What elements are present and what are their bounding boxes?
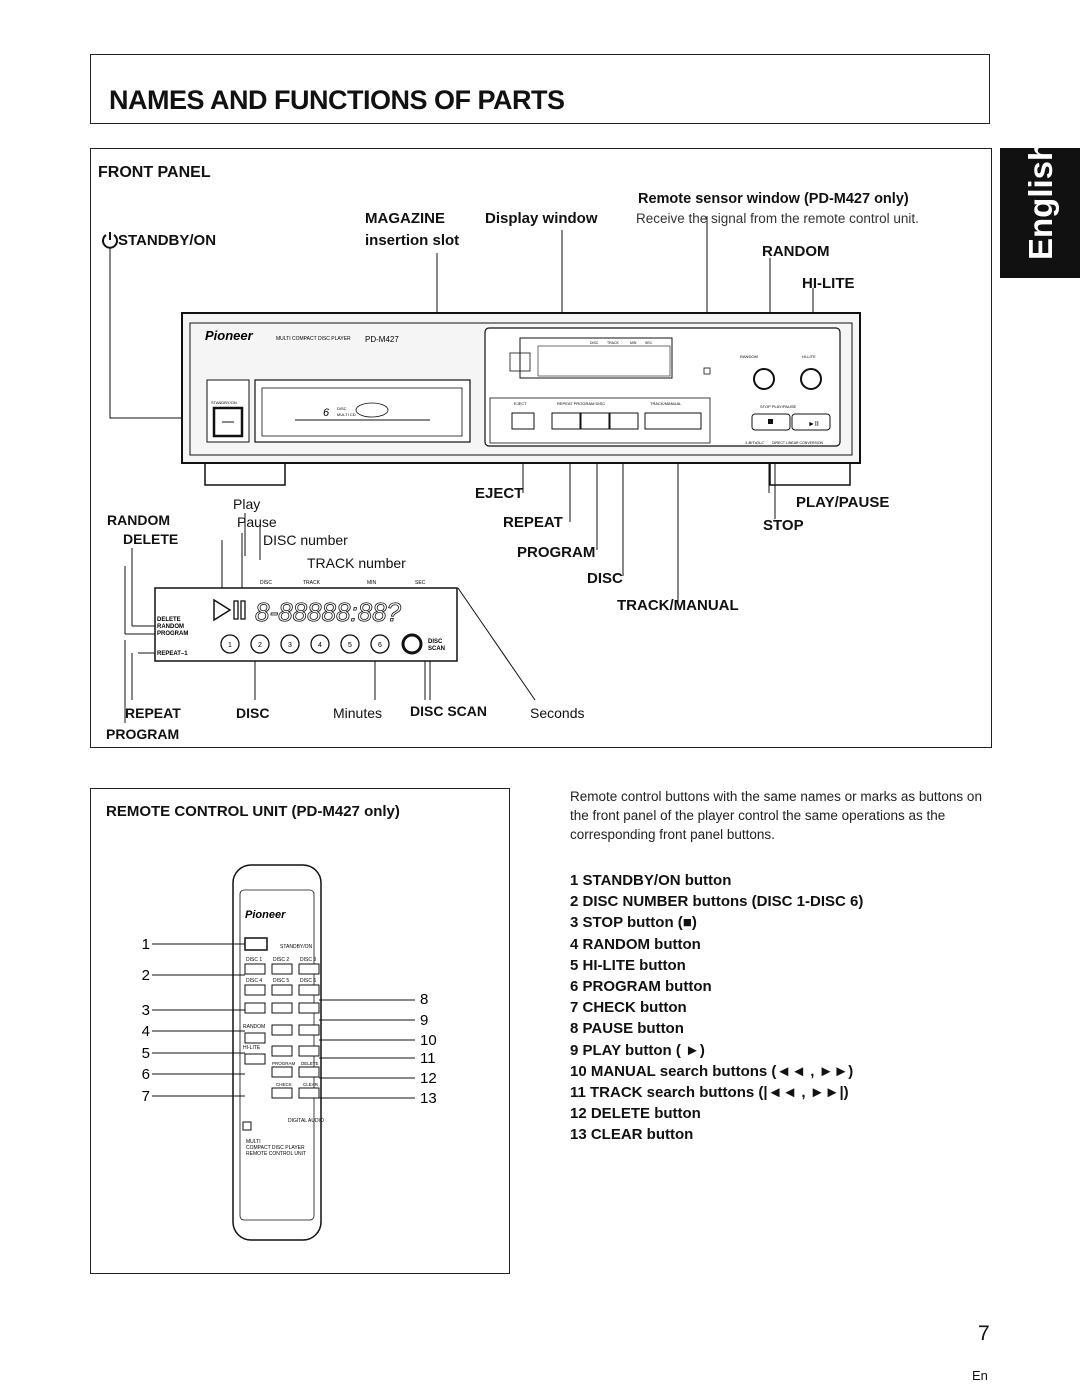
list-item: 13 CLEAR button [570, 1126, 694, 1144]
magazine-label: MAGAZINE [365, 210, 445, 227]
insertion-slot-label: insertion slot [365, 232, 460, 249]
seconds-label: Seconds [530, 705, 585, 721]
svg-text:TRACK: TRACK [303, 580, 320, 586]
disc-number-label: DISC number [263, 532, 348, 548]
remote-illustration [120, 860, 460, 1260]
disc-label: DISC [587, 570, 623, 587]
unit-brand: Pioneer [205, 328, 253, 343]
display-repeat-label: REPEAT [125, 705, 181, 721]
list-item: 9 PLAY button ( ►) [570, 1041, 705, 1059]
svg-text:DISC: DISC [260, 580, 272, 586]
svg-text:MULTI CD: MULTI CD [337, 412, 356, 417]
pause-indicator-label: Pause [237, 514, 277, 530]
svg-text:MIN: MIN [630, 341, 637, 345]
program-label: PROGRAM [517, 544, 596, 561]
list-item: 12 DELETE button [570, 1105, 701, 1123]
remote-heading: REMOTE CONTROL UNIT (PD-M427 only) [106, 803, 400, 820]
svg-text:DISC: DISC [590, 341, 599, 345]
svg-text:PD-M427: PD-M427 [365, 335, 399, 344]
svg-text:DISC: DISC [337, 406, 347, 411]
svg-text:13: 13 [420, 1090, 437, 1107]
svg-text:►II: ►II [808, 421, 819, 428]
unit-random-knob [754, 369, 774, 389]
list-item: 8 PAUSE button [570, 1020, 684, 1038]
svg-text:MIN: MIN [367, 580, 377, 586]
page-title: NAMES AND FUNCTIONS OF PARTS [109, 85, 565, 115]
track-number-label: TRACK number [307, 555, 406, 571]
svg-text:6: 6 [323, 407, 330, 419]
svg-text:8-88888:88?: 8-88888:88? [255, 597, 402, 627]
svg-text:2: 2 [141, 967, 150, 984]
svg-text:10: 10 [420, 1032, 437, 1049]
svg-text:5: 5 [348, 642, 352, 649]
list-item: 11 TRACK search buttons (|◄◄ , ►►|) [570, 1084, 849, 1102]
svg-text:CHECK: CHECK [276, 1082, 292, 1087]
svg-text:STOP PLAY/PAUSE: STOP PLAY/PAUSE [760, 404, 797, 409]
button-list [570, 870, 863, 1146]
list-item: 6 PROGRAM button [570, 978, 712, 996]
svg-text:DISC 4: DISC 4 [246, 978, 263, 984]
svg-text:1-BIT•DLC: 1-BIT•DLC [745, 440, 765, 445]
svg-text:DISC 6: DISC 6 [300, 978, 317, 984]
list-item: 3 STOP button (■) [570, 914, 697, 932]
list-item: 10 MANUAL search buttons (◄◄ , ►►) [570, 1062, 854, 1080]
display-random-label: RANDOM [107, 512, 170, 528]
svg-text:DISC 3: DISC 3 [300, 957, 317, 963]
remote-right-callouts [420, 991, 437, 1107]
svg-text:TRACK/MANUAL: TRACK/MANUAL [650, 401, 682, 406]
svg-text:3: 3 [141, 1002, 150, 1019]
svg-text:DIRECT LINEAR CONVERSION: DIRECT LINEAR CONVERSION [772, 441, 824, 445]
svg-text:6: 6 [378, 642, 382, 649]
random-label: RANDOM [762, 243, 830, 260]
svg-text:DISC 1: DISC 1 [246, 957, 263, 963]
remote-note: Remote control buttons with the same names or marks as buttons on the front panel of the player control the same operations as the corresponding front panel buttons. [570, 789, 982, 842]
stop-label: STOP [763, 517, 804, 534]
remote-left-callouts [142, 936, 150, 1105]
svg-text:MULTI COMPACT DISC PLAYER: MULTI COMPACT DISC PLAYER [276, 336, 351, 342]
play-pause-label: PLAY/PAUSE [796, 494, 890, 511]
unit-hilite-knob [801, 369, 821, 389]
svg-text:1: 1 [228, 642, 232, 649]
svg-text:MULTI: MULTI [246, 1139, 261, 1145]
unit-eject-button [512, 413, 534, 429]
language-tab-label: English [1022, 140, 1059, 260]
svg-text:HI-LITE: HI-LITE [802, 354, 816, 359]
svg-text:DISC: DISC [428, 639, 443, 645]
svg-text:HI-LITE: HI-LITE [243, 1045, 261, 1051]
svg-text:COMPACT DISC PLAYER: COMPACT DISC PLAYER [246, 1145, 305, 1151]
svg-text:PROGRAM: PROGRAM [272, 1061, 296, 1066]
svg-text:9: 9 [420, 1012, 429, 1029]
svg-text:7: 7 [141, 1088, 150, 1105]
svg-text:RANDOM: RANDOM [243, 1024, 266, 1030]
svg-text:EJECT: EJECT [514, 401, 527, 406]
svg-text:2: 2 [258, 642, 262, 649]
minutes-label: Minutes [333, 705, 383, 721]
svg-text:4: 4 [318, 642, 322, 649]
svg-text:REPEAT PROGRAM DISC: REPEAT PROGRAM DISC [557, 401, 606, 406]
hi-lite-label: HI-LITE [802, 275, 855, 292]
svg-text:5: 5 [141, 1045, 150, 1062]
svg-text:SEC: SEC [645, 341, 653, 345]
list-item: 7 CHECK button [570, 999, 687, 1017]
page-footer: En [972, 1368, 988, 1383]
track-manual-label: TRACK/MANUAL [617, 597, 739, 614]
svg-text:11: 11 [420, 1050, 436, 1067]
svg-text:RANDOM: RANDOM [157, 624, 184, 630]
svg-text:STANDBY/ON: STANDBY/ON [211, 400, 237, 405]
svg-text:SEC: SEC [415, 580, 426, 586]
front-panel-illustration [90, 148, 992, 748]
list-item: 1 STANDBY/ON button [570, 872, 732, 889]
svg-text:3: 3 [288, 642, 292, 649]
svg-text:PROGRAM: PROGRAM [157, 631, 189, 637]
svg-text:DELETE: DELETE [157, 617, 181, 623]
eject-label: EJECT [475, 485, 524, 502]
repeat-label: REPEAT [503, 514, 563, 531]
svg-text:RANDOM: RANDOM [740, 354, 758, 359]
disc-scan-label: DISC SCAN [410, 703, 488, 719]
svg-text:REMOTE CONTROL UNIT: REMOTE CONTROL UNIT [246, 1151, 307, 1157]
svg-text:TRACK: TRACK [607, 341, 619, 345]
list-item: 2 DISC NUMBER buttons (DISC 1-DISC 6) [570, 893, 864, 911]
svg-text:STANDBY/ON: STANDBY/ON [280, 944, 313, 950]
svg-text:8: 8 [420, 991, 429, 1008]
standby-on-label: STANDBY/ON [118, 232, 217, 249]
svg-text:Pioneer: Pioneer [245, 909, 286, 921]
play-indicator-label: Play [233, 496, 261, 512]
svg-text:1: 1 [141, 936, 150, 953]
svg-text:SCAN: SCAN [428, 646, 446, 652]
svg-text:DIGITAL AUDIO: DIGITAL AUDIO [288, 1118, 324, 1124]
remote-sensor-label: Remote sensor window (PD-M427 only) [638, 191, 909, 207]
display-window-label: Display window [485, 210, 598, 227]
list-item: 4 RANDOM button [570, 935, 701, 953]
display-program-label: PROGRAM [106, 726, 180, 742]
page-number: 7 [978, 1322, 990, 1345]
title-box [90, 54, 990, 124]
svg-text:4: 4 [141, 1023, 150, 1040]
language-tab [1000, 140, 1080, 278]
svg-text:DISC 2: DISC 2 [273, 957, 290, 963]
svg-text:6: 6 [141, 1066, 150, 1083]
list-item: 5 HI-LITE button [570, 956, 686, 974]
svg-text:CLEAR: CLEAR [303, 1082, 319, 1087]
display-delete-label: DELETE [123, 531, 179, 547]
svg-text:REPEAT–1: REPEAT–1 [157, 651, 188, 657]
svg-text:12: 12 [420, 1070, 437, 1087]
svg-text:DISC 5: DISC 5 [273, 978, 290, 984]
front-panel-heading: FRONT PANEL [98, 164, 211, 181]
remote-sensor-note: Receive the signal from the remote control unit. [636, 211, 919, 226]
display-disc-label: DISC [236, 705, 270, 721]
svg-text:DELETE: DELETE [301, 1061, 319, 1066]
